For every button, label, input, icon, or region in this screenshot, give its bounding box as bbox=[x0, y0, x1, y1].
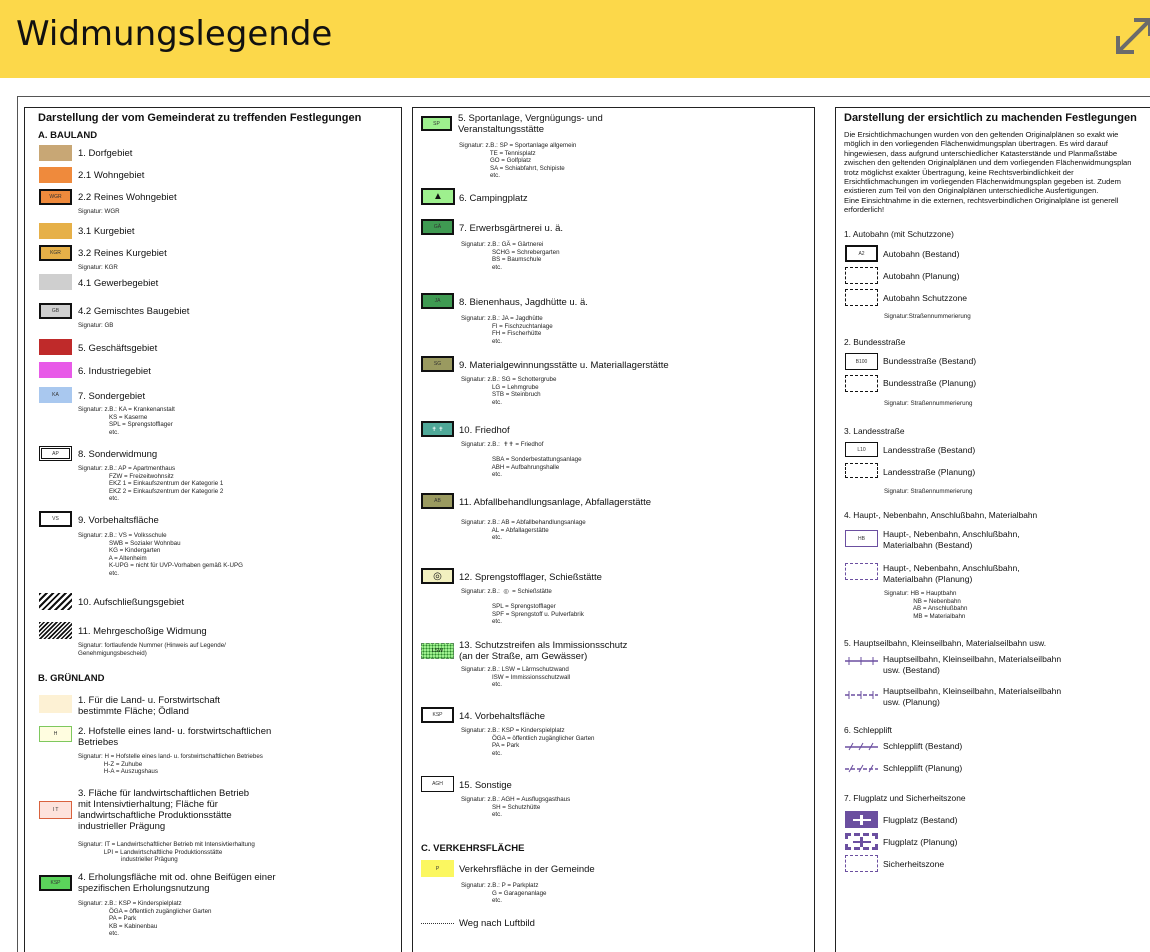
legend-label: 8. Sonderwidmung bbox=[78, 449, 158, 460]
swatch: P bbox=[421, 860, 454, 877]
swatch bbox=[39, 274, 72, 290]
legend-label: 5. Sportanlage, Vergnügungs- und Veranstaltungsstätte bbox=[458, 113, 603, 135]
group-heading-autobahn: 1. Autobahn (mit Schutzzone) bbox=[844, 229, 954, 239]
swatch: GÄ bbox=[421, 219, 454, 235]
bundesstrasse-bestand-symbol: B100 bbox=[845, 353, 878, 370]
header-bar bbox=[0, 0, 1150, 78]
bahn-bestand-symbol: HB bbox=[845, 530, 878, 547]
legend-label: Flugplatz (Bestand) bbox=[883, 815, 958, 825]
swatch bbox=[39, 167, 72, 183]
legend-signatur: Signatur:Straßennummerierung bbox=[884, 313, 971, 320]
legend-label: Hauptseilbahn, Kleinseilbahn, Materialseilbahn usw. (Bestand) bbox=[883, 654, 1062, 675]
swatch: VS bbox=[39, 511, 72, 527]
legend-signatur: Signatur: z.B.: GÄ = Gärtnerei SCHG = Schrebergarten BS = Baumschule etc. bbox=[461, 241, 560, 271]
legend-label: Schlepplift (Planung) bbox=[883, 763, 963, 773]
swatch bbox=[39, 145, 72, 161]
swatch: KGR bbox=[39, 245, 72, 261]
expand-arrows-icon[interactable] bbox=[1112, 14, 1150, 58]
swatch: KA bbox=[39, 387, 72, 403]
legend-signatur: Signatur: z.B.: P = Parkplatz G = Garagenanlage etc. bbox=[461, 882, 547, 905]
legend-signatur: Signatur: WGR bbox=[78, 208, 120, 215]
legend-label: 2.2 Reines Wohngebiet bbox=[78, 192, 177, 203]
section-bauland-heading: A. BAULAND bbox=[38, 130, 98, 141]
legend-label: 3. Fläche für landwirtschaftlichen Betrieb mit Intensivtierhaltung; Fläche für landwirtschaftliche Produktionsstätte industrieller Prägung bbox=[78, 788, 250, 832]
legend-signatur: Signatur: z.B.: KA = Krankenanstalt KS = Kaserne SPL = Sprengstofflager etc. bbox=[78, 406, 175, 436]
legend-label: 11. Abfallbehandlungsanlage, Abfallagerstätte bbox=[459, 497, 652, 508]
legend-label: 4.1 Gewerbegebiet bbox=[78, 278, 159, 289]
swatch bbox=[39, 339, 72, 355]
legend-label: Autobahn Schutzzone bbox=[883, 293, 968, 303]
cross-swatch: ✝ ✝ bbox=[421, 421, 454, 437]
group-heading-bundesstrasse: 2. Bundesstraße bbox=[844, 337, 906, 347]
legend-column-gemeinderat bbox=[24, 107, 402, 952]
group-heading-seilbahn: 5. Hauptseilbahn, Kleinseilbahn, Materialseilbahn usw. bbox=[844, 638, 1047, 648]
swatch: KSP bbox=[421, 707, 454, 723]
swatch: GB bbox=[39, 303, 72, 319]
legend-label: 10. Aufschließungsgebiet bbox=[78, 597, 185, 608]
legend-label: Sicherheitszone bbox=[883, 859, 945, 869]
autobahn-planung-symbol bbox=[845, 267, 878, 284]
legend-signatur: Signatur: z.B.: JA = Jagdhütte FI = Fischzuchtanlage FH = Fischerhütte etc. bbox=[461, 315, 553, 345]
legend-label: Autobahn (Planung) bbox=[883, 271, 960, 281]
group-heading-schlepplift: 6. Schlepplift bbox=[844, 725, 892, 735]
swatch: I T bbox=[39, 801, 72, 819]
swatch: H bbox=[39, 726, 72, 742]
section-verkehrsflaeche-heading: C. VERKEHRSFLÄCHE bbox=[421, 843, 525, 854]
legend-label: 6. Industriegebiet bbox=[78, 366, 151, 377]
legend-signatur: Signatur: Straßennummerierung bbox=[884, 488, 973, 495]
legend-label: 3.1 Kurgebiet bbox=[78, 226, 135, 237]
legend-signatur: Signatur: GB bbox=[78, 322, 114, 329]
swatch: KSP bbox=[39, 875, 72, 891]
landesstrasse-bestand-symbol: L10 bbox=[845, 442, 878, 457]
column-title: Darstellung der ersichtlich zu machenden Festlegungen bbox=[844, 112, 1137, 124]
section-gruenland-heading: B. GRÜNLAND bbox=[38, 673, 105, 684]
swatch: LSW bbox=[421, 643, 454, 659]
swatch: AGH bbox=[421, 776, 454, 792]
bundesstrasse-planung-symbol bbox=[845, 375, 878, 392]
airplane-planned-icon bbox=[845, 833, 878, 850]
swatch: SP bbox=[421, 116, 452, 131]
legend-label: 2.1 Wohngebiet bbox=[78, 170, 145, 181]
schlepplift-planung-symbol bbox=[845, 762, 878, 774]
legend-label: 12. Sprengstofflager, Schießstätte bbox=[459, 572, 602, 583]
legend-label: Landesstraße (Bestand) bbox=[883, 445, 976, 455]
crosshatch-swatch bbox=[39, 622, 72, 639]
legend-label: Schlepplift (Bestand) bbox=[883, 741, 963, 751]
legend-signatur: Signatur: HB = Hauptbahn NB = Nebenbahn AB = Anschlußbahn MB = Materialbahn bbox=[884, 590, 968, 620]
column-title: Darstellung der vom Gemeinderat zu treffenden Festlegungen bbox=[38, 112, 362, 124]
legend-label: 9. Materialgewinnungsstätte u. Materiallagerstätte bbox=[459, 360, 669, 371]
legend-column-ersichtlich bbox=[835, 107, 1150, 952]
swatch: AB bbox=[421, 493, 454, 509]
dotted-line-symbol bbox=[421, 923, 454, 924]
legend-signatur: Signatur: z.B.: ◎ = Schießstätte SPL = Sprengstofflager SPF = Sprengstoff u. Pulverfabrik etc. bbox=[461, 588, 584, 626]
swatch: WGR bbox=[39, 189, 72, 205]
legend-label: 3.2 Reines Kurgebiet bbox=[78, 248, 167, 259]
legend-label: 7. Sondergebiet bbox=[78, 391, 146, 402]
swatch bbox=[39, 223, 72, 239]
seilbahn-bestand-symbol bbox=[845, 655, 878, 667]
legend-label: 15. Sonstige bbox=[459, 780, 512, 791]
hatch-swatch bbox=[39, 593, 72, 610]
legend-label: 7. Erwerbsgärtnerei u. ä. bbox=[459, 223, 564, 234]
legend-label: Bundesstraße (Bestand) bbox=[883, 356, 977, 366]
legend-label: 4. Erholungsfläche mit od. ohne Beifügen einer spezifischen Erholungsnutzung bbox=[78, 872, 276, 894]
landesstrasse-planung-symbol bbox=[845, 463, 878, 478]
sicherheitszone-symbol bbox=[845, 855, 878, 872]
group-heading-landesstrasse: 3. Landesstraße bbox=[844, 426, 905, 436]
legend-signatur: Signatur: Straßennummerierung bbox=[884, 400, 973, 407]
legend-signatur: Signatur: z.B.: AGH = Ausflugsgasthaus SH = Schutzhütte etc. bbox=[461, 796, 571, 819]
group-heading-flugplatz: 7. Flugplatz und Sicherheitszone bbox=[844, 793, 966, 803]
legend-label: 5. Geschäftsgebiet bbox=[78, 343, 158, 354]
legend-signatur: Signatur: z.B.: AB = Abfallbehandlungsanlage AL = Abfallagerstätte etc. bbox=[461, 519, 586, 542]
swatch bbox=[39, 362, 72, 378]
legend-signatur: Signatur: z.B.: LSW = Lärmschutzwand ISW = Immissionsschutzwall etc. bbox=[461, 666, 571, 689]
legend-label: 11. Mehrgeschoßige Widmung bbox=[78, 626, 207, 637]
legend-signatur: Signatur: z.B.: AP = Apartmenthaus FZW = Freizeitwohnsitz EKZ 1 = Einkaufszentrum der Kategorie 1 EKZ 2 = Einkaufszentrum der Kategorie 2 etc. bbox=[78, 465, 224, 503]
legend-label: 14. Vorbehaltsfläche bbox=[459, 711, 546, 722]
seilbahn-planung-symbol bbox=[845, 689, 878, 701]
legend-label: Landesstraße (Planung) bbox=[883, 467, 976, 477]
legend-label: 9. Vorbehaltsfläche bbox=[78, 515, 159, 526]
target-circle-icon: ◎ bbox=[421, 568, 454, 584]
legend-signatur: Signatur: H = Hofstelle eines land- u. forstwirtschaftlichen Betriebes H-Z = Zuhube H-A = Auszugshaus bbox=[78, 753, 263, 776]
legend-label: Haupt-, Nebenbahn, Anschlußbahn, Materialbahn (Planung) bbox=[883, 563, 1020, 584]
autobahn-schutzzone-symbol bbox=[845, 289, 878, 306]
legend-signatur: Signatur: z.B.: KSP = Kinderspielplatz ÖGA = öffentlich zugänglicher Garten PA = Park KB = Kabinenbau etc. bbox=[78, 900, 212, 938]
legend-signatur: Signatur: z.B.: SP = Sportanlage allgemein TE = Tennisplatz GO = Golfplatz SA = Schiabfahrt, Schipiste etc. bbox=[459, 142, 577, 180]
legend-signatur: Signatur: z.B.: ✝✝ = Friedhof SBA = Sonderbestattungsanlage ABH = Aufbahrungshalle etc. bbox=[461, 441, 582, 479]
legend-label: 8. Bienenhaus, Jagdhütte u. ä. bbox=[459, 297, 588, 308]
legend-label: Bundesstraße (Planung) bbox=[883, 378, 977, 388]
legend-column-gruenland-cont bbox=[412, 107, 815, 952]
page-title: Widmungslegende bbox=[16, 14, 333, 54]
legend-signatur: Signatur: z.B.: KSP = Kinderspielplatz ÖGA = öffentlich zugänglicher Garten PA = Park etc. bbox=[461, 727, 595, 757]
legend-signatur: Signatur: z.B.: VS = Volksschule SWB = Sozialer Wohnbau KG = Kindergarten A = Altenheim K-UPG = nicht für UVP-Vorhaben gemäß K-UPG etc. bbox=[78, 532, 243, 577]
legend-label: 1. Für die Land- u. Forstwirtschaft bestimmte Fläche; Ödland bbox=[78, 695, 221, 717]
swatch: SG bbox=[421, 356, 454, 372]
legend-signatur: Signatur: fortlaufende Nummer (Hinweis auf Legende/ Genehmigungsbescheid) bbox=[78, 642, 226, 657]
legend-label: 10. Friedhof bbox=[459, 425, 510, 436]
legend-label: Flugplatz (Planung) bbox=[883, 837, 958, 847]
legend-label: 13. Schutzstreifen als Immissionsschutz (an der Straße, am Gewässer) bbox=[459, 640, 628, 662]
schlepplift-bestand-symbol bbox=[845, 740, 878, 752]
swatch bbox=[39, 695, 72, 713]
intro-text: Die Ersichtlichmachungen wurden von den geltenden Originalplänen so exakt wie möglich in den vorliegenden Flächenwidmungsplan übertragen. Es wird darauf hingewiesen, dass aufgrund unterschiedlicher Katasterstände und Planmaßstäbe zwischen den geltenden Originalplänen und dem vorliegenden Flächenwidmungsplan trotz möglichst exakter Übertragung, keine Rechtsverbindlichkeit der Ersichtlichmachungen im vorliegenden Flächenwidmungsplan gegeben ist. Zudem existieren zum Teil von den Originalplänen unterschiedliche Ausfertigungen. Eine Einsichtnahme in die externen, rechtsverbindlichen Originalpläne ist generell erforderlich! bbox=[844, 130, 1132, 215]
legend-label: 6. Campingplatz bbox=[459, 193, 528, 204]
legend-label: 2. Hofstelle eines land- u. forstwirtschaftlichen Betriebes bbox=[78, 726, 272, 748]
bahn-planung-symbol bbox=[845, 563, 878, 580]
legend-label: Hauptseilbahn, Kleinseilbahn, Materialseilbahn usw. (Planung) bbox=[883, 686, 1062, 707]
legend-label: Verkehrsfläche in der Gemeinde bbox=[459, 864, 595, 875]
legend-label: 4.2 Gemischtes Baugebiet bbox=[78, 306, 190, 317]
legend-signatur: Signatur: KGR bbox=[78, 264, 118, 271]
swatch: AP bbox=[39, 446, 72, 461]
camping-triangle-icon: ▲ bbox=[421, 188, 455, 205]
airplane-icon bbox=[845, 811, 878, 828]
swatch: JA bbox=[421, 293, 454, 309]
legend-label: Autobahn (Bestand) bbox=[883, 249, 960, 259]
legend-signatur: Signatur: z.B.: SG = Schottergrube LG = Lehmgrube STB = Steinbruch etc. bbox=[461, 376, 557, 406]
legend-label: Haupt-, Nebenbahn, Anschlußbahn, Materialbahn (Bestand) bbox=[883, 529, 1020, 550]
group-heading-bahnen: 4. Haupt-, Nebenbahn, Anschlußbahn, Materialbahn bbox=[844, 510, 1038, 520]
autobahn-bestand-symbol: A2 bbox=[845, 245, 878, 262]
legend-label: 1. Dorfgebiet bbox=[78, 148, 133, 159]
legend-signatur: Signatur: IT = Landwirtschaftlicher Betrieb mit Intensivtierhaltung LPI = Landwirtschaftliche Produktionsstätte industrieller Prägung bbox=[78, 841, 255, 864]
legend-label: Weg nach Luftbild bbox=[459, 918, 535, 929]
